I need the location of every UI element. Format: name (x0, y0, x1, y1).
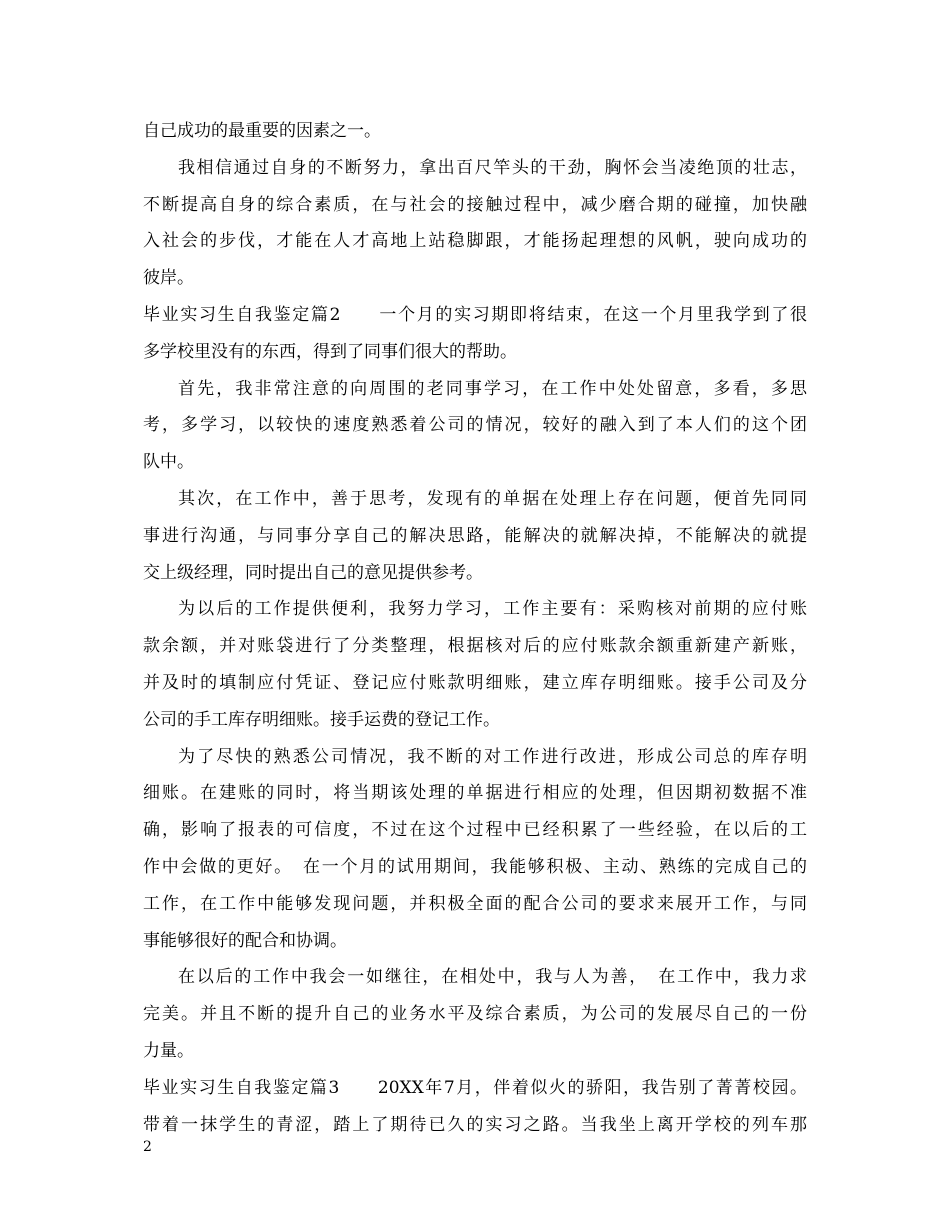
text-line: 事能够很好的配合和协调。 (143, 930, 347, 951)
text-line: 为了尽快的熟悉公司情况，我不断的对工作进行改进，形成公司总的库存明 (178, 746, 807, 767)
text-line: 款余额，并对账袋进行了分类整理，根据核对后的应付账款余额重新建产新账， (143, 636, 807, 657)
text-line: 多学校里没有的东西，得到了同事们很大的帮助。 (143, 341, 517, 362)
text-line: 自己成功的最重要的因素之一。 (143, 121, 381, 141)
document-body (143, 113, 807, 1143)
page-number: 2 (143, 1139, 152, 1155)
text-line: 我相信通过自身的不断努力，拿出百尺竿头的干劲，胸怀会当凌绝顶的壮志， (178, 157, 807, 178)
text-line: 其次，在工作中，善于思考，发现有的单据在处理上存在问题，便首先同同 (178, 488, 807, 509)
text-line: 考，多学习，以较快的速度熟悉着公司的情况，较好的融入到了本人们的这个团 (143, 415, 807, 436)
text-line: 首先，我非常注意的向周围的老同事学习，在工作中处处留意，多看，多思 (178, 378, 807, 399)
text-line: 细账。在建账的同时，将当期该处理的单据进行相应的处理，但因期初数据不准 (143, 783, 807, 804)
section-heading-line: 毕业实习生自我鉴定篇2 一个月的实习期即将结束，在这一个月里我学到了很 (143, 304, 807, 325)
text-line: 力量。 (143, 1040, 194, 1061)
text-line: 队中。 (143, 452, 194, 473)
text-line: 彼岸。 (143, 268, 194, 289)
text-line: 在以后的工作中我会一如继往，在相处中，我与人为善， 在工作中，我力求 (178, 967, 807, 988)
text-line: 完美。并且不断的提升自己的业务水平及综合素质，为公司的发展尽自己的一份 (143, 1004, 807, 1025)
text-line: 入社会的步伐，才能在人才高地上站稳脚跟，才能扬起理想的风帆，驶向成功的 (143, 231, 807, 252)
text-line: 为以后的工作提供便利，我努力学习，工作主要有：采购核对前期的应付账 (178, 599, 807, 620)
text-line: 工作，在工作中能够发现问题，并积极全面的配合公司的要求来展开工作，与同 (143, 893, 807, 914)
text-line: 交上级经理，同时提出自己的意见提供参考。 (143, 562, 483, 583)
text-line: 作中会做的更好。 在一个月的试用期间，我能够积极、主动、熟练的完成自己的 (143, 856, 807, 877)
text-line: 并及时的填制应付凭证、登记应付账款明细账，建立库存明细账。接手公司及分 (143, 672, 807, 693)
text-line: 事进行沟通，与同事分享自己的解决思路，能解决的就解决掉，不能解决的就提 (143, 525, 807, 546)
section-heading-line: 毕业实习生自我鉴定篇3 20XX年7月，伴着似火的骄阳，我告别了菁菁校园。 (143, 1077, 807, 1098)
text-line: 不断提高自身的综合素质，在与社会的接触过程中，减少磨合期的碰撞，加快融 (143, 194, 807, 215)
text-line: 公司的手工库存明细账。接手运费的登记工作。 (143, 709, 500, 730)
text-line: 确，影响了报表的可信度，不过在这个过程中已经积累了一些经验，在以后的工 (143, 820, 807, 841)
text-line: 带着一抹学生的青涩，踏上了期待已久的实习之路。当我坐上离开学校的列车那 (143, 1114, 807, 1135)
